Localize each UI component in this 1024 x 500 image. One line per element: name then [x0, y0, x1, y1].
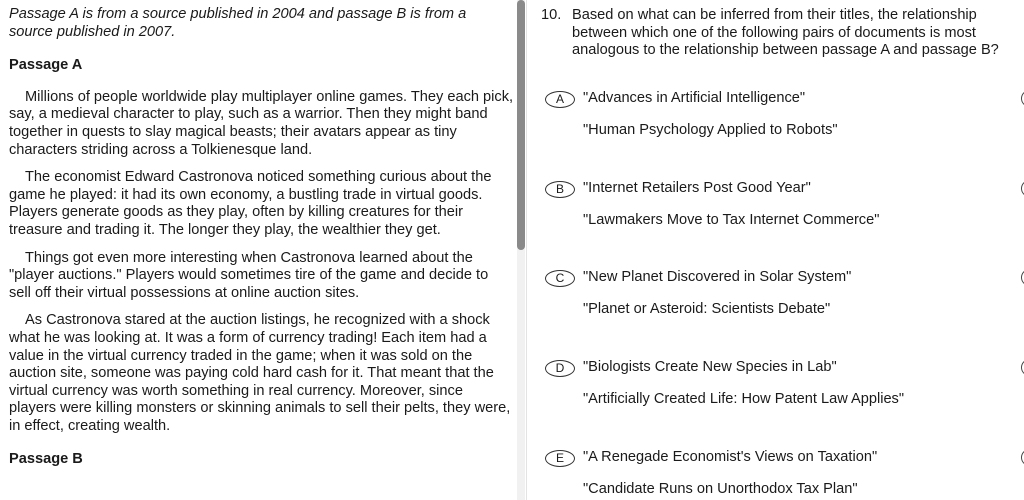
- answer-choice-e[interactable]: [545, 447, 1024, 500]
- passage-paragraph-1: Millions of people worldwide play multiplayer online games. They each pick, say, a medieval character to play, such as a warrior. Then they might band together in quests to slay magical beasts; their avatars appear as tiny characters striding across a Tolkienesque land.: [9, 88, 514, 158]
- choice-a-bubble[interactable]: A: [545, 91, 575, 108]
- answer-choice-c[interactable]: [545, 267, 1024, 327]
- passage-content: [9, 6, 514, 469]
- passage-paragraph-4: As Castronova stared at the auction listings, he recognized with a shock what he was looking at. It was a form of currency trading! Each item had a value in the virtual currency traded in the game; when it was sold on the auction site, someone was paying cold hard cash for it. That meant that the virtual currency was worth something in real currency. Moreover, since players were killing monsters or skinning animals to sell their pelts, they were, in effect, creating wealth.: [9, 312, 511, 434]
- choice-d-title-1: "Biologists Create New Species in Lab": [583, 359, 837, 375]
- choice-c-title-2: "Planet or Asteroid: Scientists Debate": [583, 301, 831, 317]
- answer-choice-d[interactable]: [545, 357, 1024, 417]
- answer-choice-a[interactable]: [545, 88, 1024, 148]
- choice-c-bubble[interactable]: C: [545, 270, 575, 287]
- choice-d-title-2: "Artificially Created Life: How Patent Law Applies": [583, 391, 905, 407]
- passage-paragraph-2: The economist Edward Castronova noticed something curious about the game he played: it had its own economy, a bustling trade in virtual goods. Players generate goods as they play, often by killing creatures for their treasure and trading it. The longer they play, the wealthier they get.: [9, 169, 492, 238]
- choice-b-bubble[interactable]: B: [545, 181, 575, 198]
- passage-scrollbar-thumb[interactable]: [517, 0, 525, 250]
- choice-b-title-2: "Lawmakers Move to Tax Internet Commerce": [583, 212, 880, 228]
- passage-intro: Passage A is from a source published in 2004 and passage B is from a source published in 2007.: [9, 6, 467, 40]
- choice-d-bubble[interactable]: D: [545, 360, 575, 377]
- question-stem: Based on what can be inferred from their titles, the relationship between which one of the following pairs of documents is most analogous to the relationship between passage A and passage B?: [572, 7, 999, 59]
- choice-c-title-1: "New Planet Discovered in Solar System": [583, 269, 852, 285]
- passage-a-heading: Passage A: [9, 57, 83, 74]
- choice-e-bubble[interactable]: E: [545, 450, 575, 467]
- choice-e-title-2: "Candidate Runs on Unorthodox Tax Plan": [583, 481, 858, 497]
- choice-e-title-1: "A Renegade Economist's Views on Taxation": [583, 449, 878, 465]
- question-pane: [527, 0, 1024, 500]
- choice-a-title-2: "Human Psychology Applied to Robots": [583, 122, 838, 138]
- answer-choice-b[interactable]: [545, 178, 1024, 238]
- question-number: 10.: [541, 7, 562, 23]
- choice-a-title-1: "Advances in Artificial Intelligence": [583, 90, 806, 106]
- passage-paragraph-3: Things got even more interesting when Castronova learned about the "player auctions." Players would sometimes tire of the game and decide to sell off their virtual possessions at online auction sites.: [9, 249, 489, 301]
- passage-b-heading: Passage B: [9, 451, 83, 468]
- choice-b-title-1: "Internet Retailers Post Good Year": [583, 180, 811, 196]
